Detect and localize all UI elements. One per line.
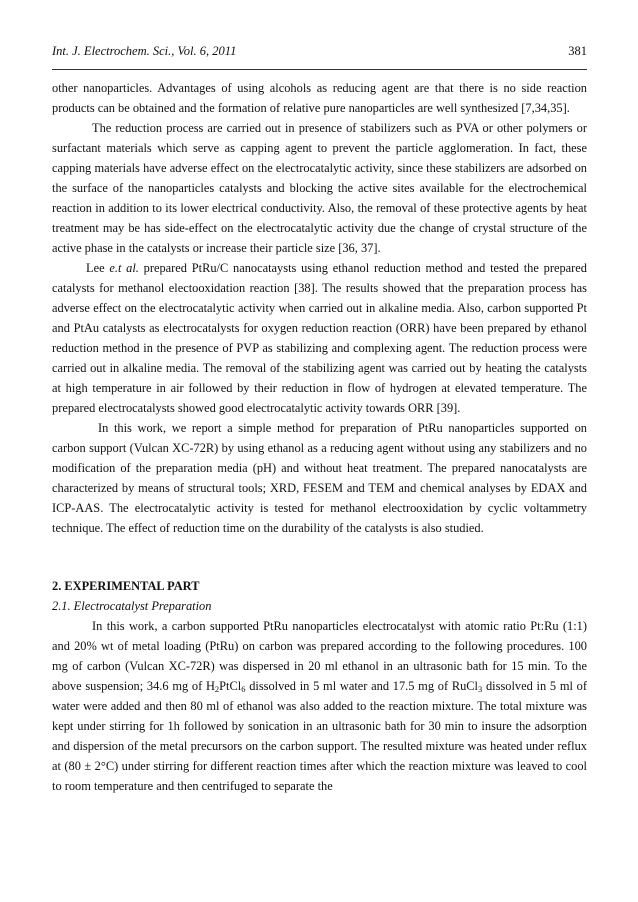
spacer — [52, 538, 587, 576]
paragraph-4: In this work, we report a simple method for preparation of PtRu nanoparticles supported on carbon support (Vulcan XC-72R) by using ethanol as a reducing agent without using any stabilizers and no modification of the preparation media (pH) and without heat treatment. The prepared nanocatalysts are characterized by means of structural tools; XRD, FESEM and TEM and chemical analyses by EDAX and ICP-AAS. The electrocatalytic activity is tested for methanol electrooxidation by cyclic voltammetry technique. The effect of reduction time on the durability of the catalysts is also studied. — [52, 421, 587, 535]
p5-part4: dissolved in 5 ml of water were added and then 80 ml of ethanol was also added to the reaction mixture. The total mixture was kept under stirring for 1h followed by sonication in an ultrasonic bath for 30 min to insure the adsorption and dispersion of the metal precursors on the carbon support. The resulted mixture was heated under reflux at (80 ± 2°C) under stirring for different reaction times after which the reaction mixture was leaved to cool to room temperature and then centrifuged to separate the — [52, 679, 587, 793]
article-body — [52, 78, 587, 796]
p5-sub1: 2 — [214, 684, 220, 694]
paragraph-2: The reduction process are carried out in presence of stabilizers such as PVA or other polymers or surfactant materials which serve as capping agent to prevent the particle agglomeration. In fact, these capping materials have adverse effect on the electrocatalytic activity, since these stabilizers are adsorbed on the surface of the nanoparticles catalysts and blocking the active sites available for the electrochemical reaction in addition to its lower electrical conductivity. Also, the removal of these protective agents by heat treatment may be has side-effect on the electrocatalytic activity due the change of crystal structure of the active phase in the catalysts or increase their particle size [36, 37]. — [52, 121, 587, 255]
paragraph-3-etal: e.t al. — [109, 261, 139, 275]
paragraph-1: other nanoparticles. Advantages of using alcohols as reducing agent are that there is no side reaction products can be obtained and the formation of relative pure nanoparticles are well synthesized [7,34,35]. — [52, 81, 587, 115]
header-rule — [52, 69, 587, 70]
paragraph-3-lead: Lee — [86, 261, 105, 275]
page — [52, 44, 587, 796]
section-title: 2. EXPERIMENTAL PART — [52, 579, 200, 593]
paragraph-3 — [52, 258, 587, 418]
paragraph-3-rest: prepared PtRu/C nanocataysts using ethanol reduction method and tested the prepared catalysts for methanol electooxidation reaction [38]. The results showed that the preparation process has adverse effect on the electrocatalytic activity when carried out in alkaline media. Also, carbon supported Pt and PtAu catalysts as electrocatalysts for oxygen reduction reaction (ORR) have been prepared by ethanol reduction method in the presence of PVP as stabilizing and complexing agent. The reduction process were carried out in alkaline media. The removal of the stabilizing agent was carried out by heating the catalysts at high temperature in air followed by their reduction in flow of hydrogen at elevated temperature. The prepared electrocatalysts showed good electrocatalytic activity towards ORR [39]. — [52, 261, 587, 415]
p5-sub3: 3 — [478, 684, 483, 694]
p5-part3: dissolved in 5 ml water and 17.5 mg of RuCl — [245, 679, 478, 693]
subsection-title: 2.1. Electrocatalyst Preparation — [52, 599, 212, 613]
journal-citation: Int. J. Electrochem. Sci., Vol. 6, 2011 — [52, 44, 237, 58]
p5-part2: PtCl — [219, 679, 242, 693]
page-number: 381 — [568, 44, 587, 58]
p5-sub2: 6 — [241, 684, 246, 694]
running-header — [52, 44, 587, 60]
p5-part1: In this work, a carbon supported PtRu nanoparticles electrocatalyst with atomic ratio Pt:Ru (1:1) and 20% wt of metal loading (PtRu) on carbon was prepared according to the following procedures. 100 mg of carbon (Vulcan XC-72R) was dispersed in 20 ml ethanol in an ultrasonic bath for 15 min. To the above suspension; 34.6 mg of H — [52, 619, 587, 693]
paragraph-5 — [52, 616, 587, 796]
